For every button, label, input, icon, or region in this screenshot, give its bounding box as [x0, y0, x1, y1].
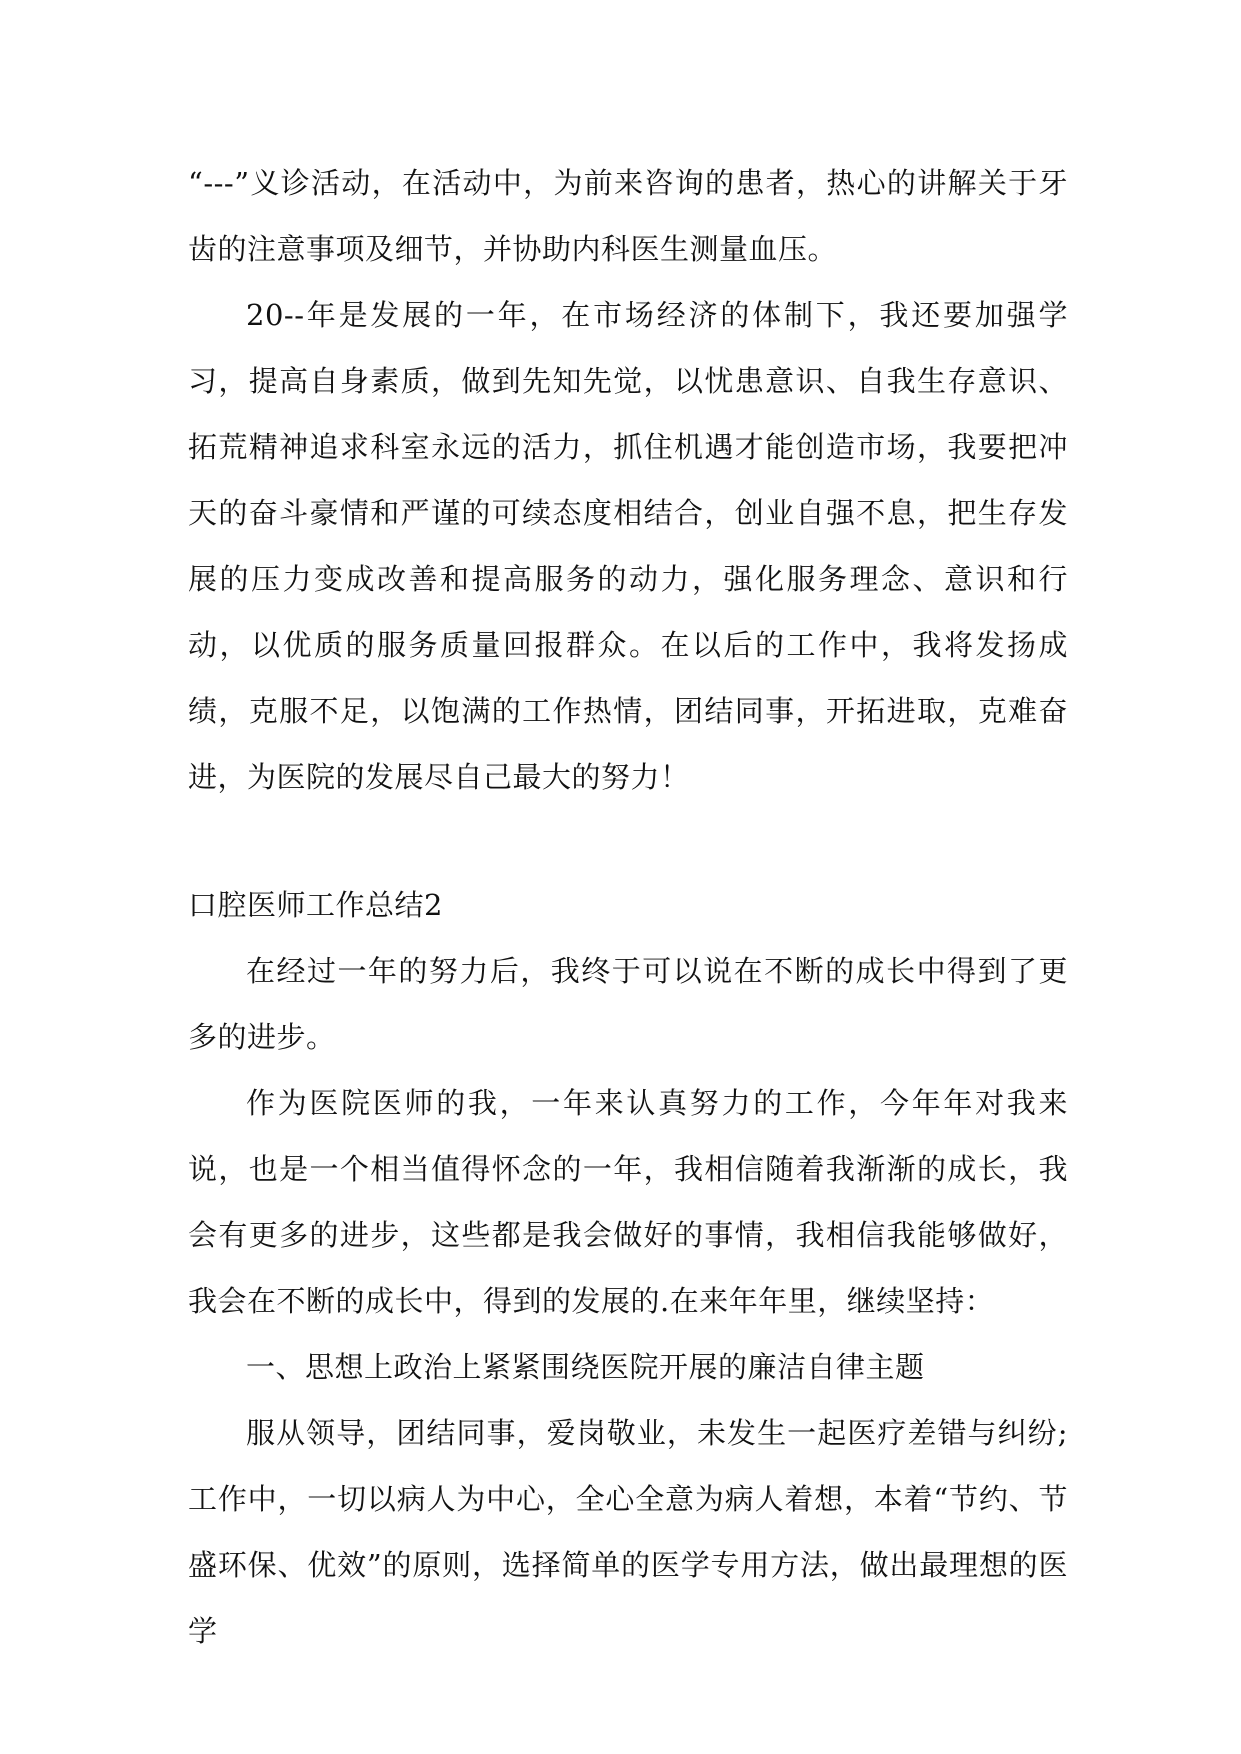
paragraph-free-clinic: “---”义诊活动，在活动中，为前来咨询的患者，热心的讲解关于牙齿的注意事项及细节，并协助内科医生测量血压。 — [188, 166, 1068, 266]
paragraph-development-year: 20--年是发展的一年，在市场经济的体制下，我还要加强学习，提高自身素质，做到先知先觉，以忧患意识、自我生存意识、拓荒精神追求科室永远的活力，抓住机遇才能创造市场，我要把冲天的奋斗豪情和严谨的可续态度相结合，创业自强不息，把生存发展的压力变成改善和提高服务的动力，强化服务理念、意识和行动，以优质的服务质量回报群众。在以后的工作中，我将发扬成绩，克服不足，以饱满的工作热情，团结同事，开拓进取，克难奋进，为医院的发展尽自己最大的努力！ — [188, 298, 1068, 794]
paragraph-doctor-year: 作为医院医师的我，一年来认真努力的工作，今年年对我来说，也是一个相当值得怀念的一年，我相信随着我渐渐的成长，我会有更多的进步，这些都是我会做好的事情，我相信我能够做好，我会在不断的成长中，得到的发展的.在来年年里，继续坚持： — [188, 1086, 1068, 1318]
paragraph-obey-leadership: 服从领导，团结同事，爱岗敬业，未发生一起医疗差错与纠纷;工作中，一切以病人为中心，全心全意为病人着想，本着“节约、节盛环保、优效”的原则，选择简单的医学专用方法，做出最理想的医学 — [188, 1416, 1068, 1648]
section-1 — [188, 150, 1068, 810]
paragraph-item-one: 一、思想上政治上紧紧围绕医院开展的廉洁自律主题 — [246, 1350, 925, 1384]
paragraph-progress: 在经过一年的努力后，我终于可以说在不断的成长中得到了更多的进步。 — [188, 954, 1068, 1054]
section-heading: 口腔医师工作总结2 — [188, 888, 443, 922]
section-2 — [188, 872, 1068, 1664]
